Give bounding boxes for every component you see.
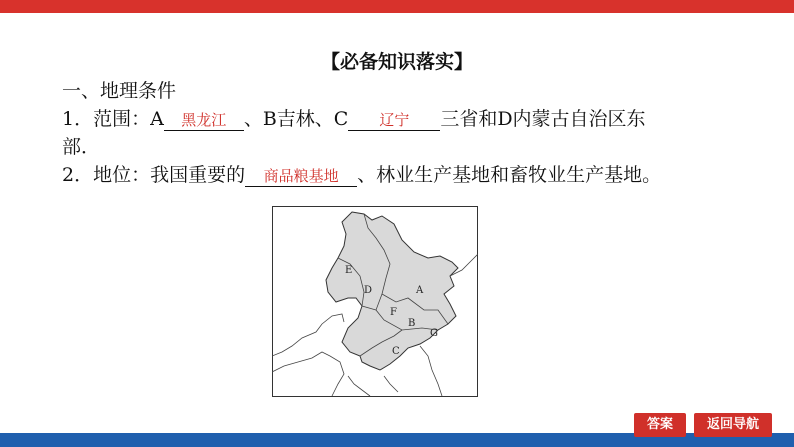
map-label-c: C	[392, 346, 400, 357]
map-label-b: B	[408, 318, 416, 329]
item-1-mid: 、B吉林、C	[243, 108, 349, 130]
blank-c-answer: 辽宁	[348, 110, 440, 131]
top-accent-bar	[0, 0, 794, 13]
map-label-e: E	[345, 265, 353, 276]
return-navigation-button[interactable]: 返回导航	[694, 413, 772, 437]
item-2-line	[62, 160, 661, 187]
item-1-prefix: 1．范围：A	[62, 108, 164, 130]
map-label-d: D	[364, 285, 373, 296]
answer-button[interactable]: 答案	[634, 413, 686, 437]
item-1-suffix: 三省和D内蒙古自治区东	[440, 108, 646, 130]
map-label-f: F	[390, 307, 397, 318]
northeast-china-map	[272, 206, 478, 397]
item-1-continuation: 部．	[62, 136, 101, 158]
map-label-g: G	[430, 328, 438, 339]
heading-geographic-conditions: 一、地理条件	[62, 80, 177, 102]
map-label-a: A	[416, 285, 424, 296]
section-title: 【必备知识落实】	[320, 51, 473, 73]
blank-status-answer: 商品粮基地	[245, 166, 357, 187]
blank-a-answer: 黑龙江	[164, 110, 244, 131]
item-2-suffix: 、林业生产基地和畜牧业生产基地。	[357, 164, 662, 186]
item-2-prefix: 2．地位：我国重要的	[62, 164, 246, 186]
item-1-line	[62, 104, 646, 131]
